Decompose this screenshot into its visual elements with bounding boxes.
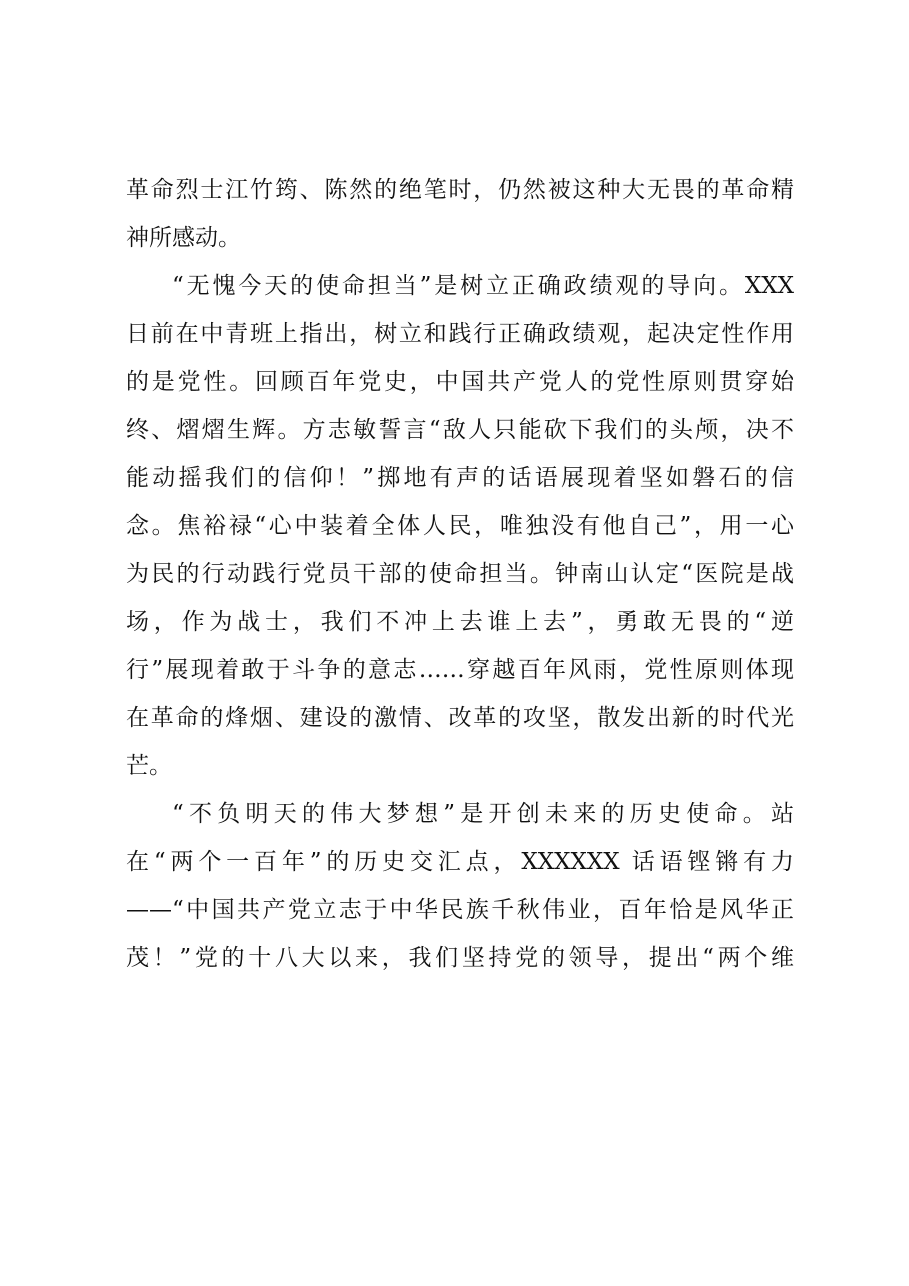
text-line: 终、熠熠生辉。方志敏誓言“敌人只能砍下我们的头颅，决不 bbox=[126, 417, 794, 443]
text-line: 在“两个一百年”的历史交汇点，XXXXXX 话语铿锵有力 bbox=[126, 849, 794, 875]
text-line: 的是党性。回顾百年党史，中国共产党人的党性原则贯穿始 bbox=[126, 369, 794, 395]
text-line: 芒。 bbox=[126, 753, 172, 779]
text-line: “无愧今天的使命担当”是树立正确政绩观的导向。XXX bbox=[172, 273, 794, 299]
text-line: 为民的行动践行党员干部的使命担当。钟南山认定“医院是战 bbox=[126, 561, 794, 587]
text-line: 行”展现着敢于斗争的意志……穿越百年风雨，党性原则体现 bbox=[126, 657, 794, 683]
body-text bbox=[126, 166, 794, 982]
text-line: 革命烈士江竹筠、陈然的绝笔时，仍然被这种大无畏的革命精 bbox=[126, 177, 794, 203]
text-line: 神所感动。 bbox=[126, 225, 241, 251]
text-line: 日前在中青班上指出，树立和践行正确政绩观，起决定性作用 bbox=[126, 321, 794, 347]
text-line: “不负明天的伟大梦想”是开创未来的历史使命。站 bbox=[172, 801, 794, 827]
text-line: 茂！”党的十八大以来，我们坚持党的领导，提出“两个维 bbox=[126, 945, 794, 971]
text-line: 念。焦裕禄“心中装着全体人民，唯独没有他自己”，用一心 bbox=[126, 513, 794, 539]
text-line: 能动摇我们的信仰！”掷地有声的话语展现着坚如磐石的信 bbox=[126, 465, 794, 491]
text-line: 场，作为战士，我们不冲上去谁上去”，勇敢无畏的“逆 bbox=[126, 609, 794, 635]
text-line: 在革命的烽烟、建设的激情、改革的攻坚，散发出新的时代光 bbox=[126, 705, 794, 731]
text-line: ——“中国共产党立志于中华民族千秋伟业，百年恰是风华正 bbox=[126, 897, 794, 923]
